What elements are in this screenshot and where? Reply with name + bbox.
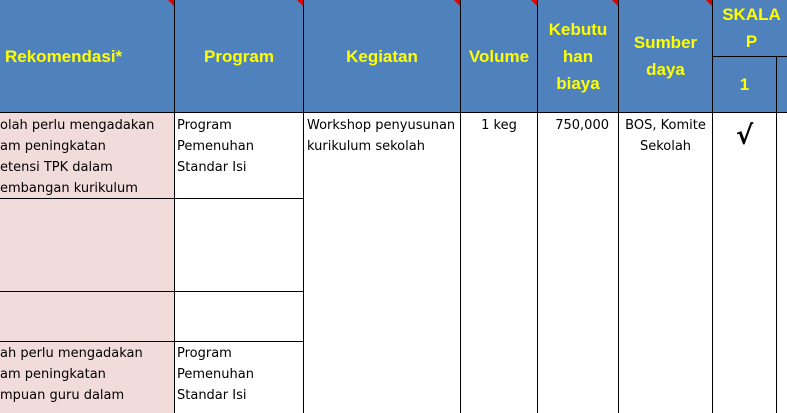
header-skala[interactable]: SKALA P — [713, 0, 787, 56]
skala-1-cell[interactable]: √ — [735, 121, 754, 151]
program-cell-2[interactable] — [175, 199, 303, 291]
header-skala-2[interactable] — [777, 57, 787, 112]
program-cell-4[interactable]: Program Pemenuhan Standar Isi — [177, 346, 254, 403]
header-kebutuhan-biaya[interactable]: Kebutu han biaya — [538, 0, 618, 112]
program-cell-1[interactable]: Program Pemenuhan Standar Isi — [177, 118, 254, 175]
header-rekomendasi[interactable]: Rekomendasi* — [0, 0, 174, 112]
header-program[interactable]: Program — [175, 0, 303, 112]
header-volume[interactable]: Volume — [461, 0, 537, 112]
biaya-cell[interactable]: 750,000 — [555, 118, 609, 133]
rekomendasi-cell-3[interactable] — [0, 292, 174, 341]
rekomendasi-cell-1[interactable]: olah perlu mengadakan am peningkatan etensi TPK dalam embangan kurikulum — [0, 113, 174, 198]
rekomendasi-cell-2[interactable] — [0, 199, 174, 291]
header-sumber-daya[interactable]: Sumber daya — [619, 0, 712, 112]
header-skala-1[interactable]: 1 — [713, 57, 776, 112]
rekomendasi-cell-4[interactable]: ah perlu mengadakan am peningkatan mpuan guru dalam — [0, 342, 174, 413]
kegiatan-cell[interactable]: Workshop penyusunan kurikulum sekolah — [307, 118, 456, 154]
header-kegiatan[interactable]: Kegiatan — [304, 0, 460, 112]
skala-2-cell[interactable] — [777, 113, 787, 413]
sumber-daya-cell[interactable]: BOS, Komite Sekolah — [625, 118, 706, 154]
program-cell-3[interactable] — [175, 292, 303, 341]
volume-cell[interactable]: 1 keg — [481, 118, 517, 133]
